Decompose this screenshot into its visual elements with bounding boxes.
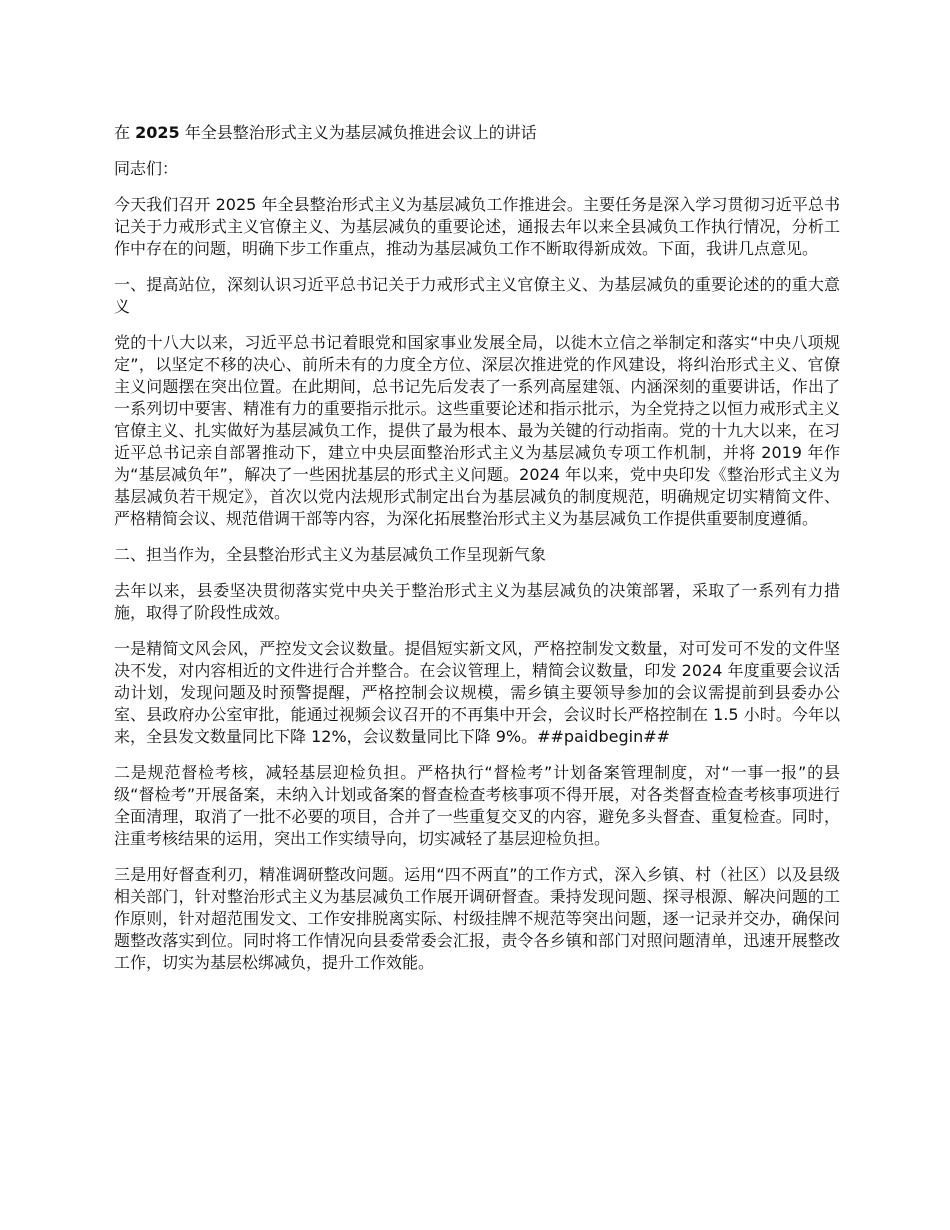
point-2-paragraph: 二是规范督检考核，减轻基层迎检负担。严格执行“督检考”计划备案管理制度，对“一事一报”的县级“督检考”开展备案，未纳入计划或备案的督查检查考核事项不得开展，对各类督查检查考核事项进行全面清理，取消了一批不必要的项目，合并了一些重复交叉的内容，避免多头督查、重复检查。同时，注重考核结果的运用，突出工作实绩导向，切实减轻了基层迎检负担。 (114, 763, 840, 848)
title-year: 2025 (135, 123, 180, 142)
document-page (114, 122, 840, 988)
document-title (114, 122, 840, 144)
section-1-body: 党的十八大以来，习近平总书记着眼党和国家事业发展全局，以徙木立信之举制定和落实“中央八项规定”，以坚定不移的决心、前所未有的力度全方位、深层次推进党的作风建设，将纠治形式主义、官僚主义问题摆在突出位置。在此期间，总书记先后发表了一系列高屋建瓴、内涵深刻的重要讲话，作出了一系列切中要害、精准有力的重要指示批示。这些重要论述和指示批示，为全党持之以恒力戒形式主义官僚主义、扎实做好为基层减负工作，提供了最为根本、最为关键的行动指南。党的十九大以来，在习近平总书记亲自部署推动下，建立中央层面整治形式主义为基层减负专项工作机制，并将 2019 年作为“基层减负年”，解决了一些困扰基层的形式主义问题。2024 年以来，党中央印发《整治形式主义为基层减负若干规定》，首次以党内法规形式制定出台为基层减负的制度规范，明确规定切实精简文件、严格精简会议、规范借调干部等内容，为深化拓展整治形式主义为基层减负工作提供重要制度遵循。 (114, 333, 840, 528)
title-suffix: 年全县整治形式主义为基层减负推进会议上的讲话 (179, 123, 537, 142)
section-2-heading: 二、担当作为，全县整治形式主义为基层减负工作呈现新气象 (114, 545, 547, 564)
point-1-paragraph: 一是精简文风会风，严控发文会议数量。提倡短实新文风，严格控制发文数量，对可发可不发的文件坚决不发，对内容相近的文件进行合并整合。在会议管理上，精简会议数量，印发 2024 年度重要会议活动计划，发现问题及时预警提醒，严格控制会议规模，需乡镇主要领导参加的会议需提前到县委办公室、县政府办公室审批，能通过视频会议召开的不再集中开会，会议时长严格控制在 1.5 小时。今年以来，全县发文数量同比下降 12%，会议数量同比下降 9%。##paidbegin## (114, 639, 840, 746)
salutation: 同志们： (114, 159, 179, 178)
section-2-intro: 去年以来，县委坚决贯彻落实党中央关于整治形式主义为基层减负的决策部署，采取了一系列有力措施，取得了阶段性成效。 (114, 581, 840, 622)
point-3-paragraph: 三是用好督查利刃，精准调研整改问题。运用“四不两直”的工作方式，深入乡镇、村（社区）以及县级相关部门，针对整治形式主义为基层减负工作展开调研督查。秉持发现问题、探寻根源、解决问题的工作原则，针对超范围发文、工作安排脱离实际、村级挂牌不规范等突出问题，逐一记录并交办，确保问题整改落实到位。同时将工作情况向县委常委会汇报，责令各乡镇和部门对照问题清单，迅速开展整改工作，切实为基层松绑减负，提升工作效能。 (114, 865, 840, 972)
section-1-heading: 一、提高站位，深刻认识习近平总书记关于力戒形式主义官僚主义、为基层减负的重要论述的的重大意义 (114, 275, 840, 316)
title-prefix: 在 (114, 123, 136, 142)
intro-paragraph: 今天我们召开 2025 年全县整治形式主义为基层减负工作推进会。主要任务是深入学习贯彻习近平总书记关于力戒形式主义官僚主义、为基层减负的重要论述，通报去年以来全县减负工作执行情况，分析工作中存在的问题，明确下步工作重点，推动为基层减负工作不断取得新成效。下面，我讲几点意见。 (114, 195, 840, 258)
